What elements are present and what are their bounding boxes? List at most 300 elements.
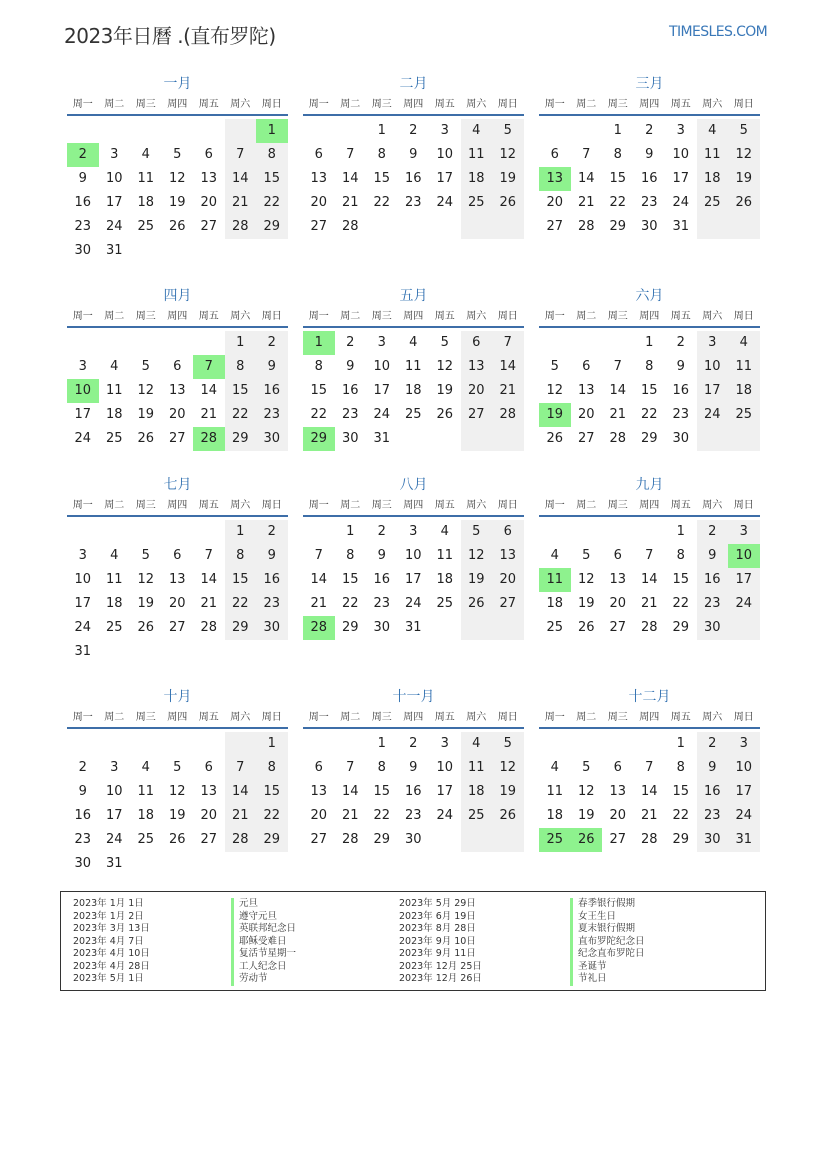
weekday-header: 周日 xyxy=(497,712,518,723)
weekday-header: 周一 xyxy=(308,500,329,511)
weekday-header: 周六 xyxy=(466,712,487,723)
day-cell: 29 xyxy=(672,832,690,847)
weekday-header: 周六 xyxy=(230,712,251,723)
day-cell: 8 xyxy=(377,147,386,162)
day-cell: 19 xyxy=(499,784,517,799)
day-cell: 4 xyxy=(409,335,418,350)
day-cell: 24 xyxy=(105,219,123,234)
day-cell: 28 xyxy=(640,832,658,847)
weekday-header: 周日 xyxy=(733,99,754,110)
day-cell: 10 xyxy=(373,359,391,374)
day-cell: 1 xyxy=(236,335,245,350)
weekday-header: 周三 xyxy=(607,99,628,110)
day-cell: 30 xyxy=(74,856,92,871)
day-cell: 27 xyxy=(200,219,218,234)
day-cell: 20 xyxy=(310,808,328,823)
month-title: 五月 xyxy=(399,288,428,304)
day-cell: 8 xyxy=(236,359,245,374)
legend-right-names xyxy=(570,898,645,986)
day-cell: 6 xyxy=(314,147,323,162)
header-rule xyxy=(303,326,524,328)
day-cell: 8 xyxy=(314,359,323,374)
weekday-header: 周二 xyxy=(104,712,125,723)
weekday-header: 周四 xyxy=(167,311,188,322)
day-cell: 8 xyxy=(613,147,622,162)
day-cell: 31 xyxy=(735,832,753,847)
holiday-day-cell: 1 xyxy=(303,331,335,355)
day-cell: 8 xyxy=(645,359,654,374)
day-cell: 25 xyxy=(436,596,454,611)
day-cell: 1 xyxy=(613,123,622,138)
day-cell: 23 xyxy=(74,832,92,847)
day-cell: 30 xyxy=(263,431,281,446)
day-cell: 27 xyxy=(168,431,186,446)
day-cell: 24 xyxy=(436,808,454,823)
legend-date: 2023年 4月 28日 xyxy=(73,960,150,972)
day-cell: 22 xyxy=(310,407,328,422)
day-cell: 7 xyxy=(503,335,512,350)
day-cell: 30 xyxy=(74,243,92,258)
day-cell: 11 xyxy=(703,147,721,162)
day-cell: 4 xyxy=(110,359,119,374)
day-cell: 26 xyxy=(137,620,155,635)
day-cell: 30 xyxy=(373,620,391,635)
day-cell: 15 xyxy=(373,171,391,186)
day-cell: 15 xyxy=(672,784,690,799)
day-cell: 22 xyxy=(263,195,281,210)
day-cell: 29 xyxy=(672,620,690,635)
day-cell: 26 xyxy=(546,431,564,446)
holiday-day-cell: 10 xyxy=(728,544,760,568)
header-rule xyxy=(303,114,524,116)
weekday-header: 周三 xyxy=(607,712,628,723)
day-cell: 19 xyxy=(168,195,186,210)
day-cell: 26 xyxy=(137,431,155,446)
weekday-header: 周六 xyxy=(702,712,723,723)
day-cell: 21 xyxy=(609,407,627,422)
weekday-header: 周五 xyxy=(434,712,455,723)
day-cell: 5 xyxy=(582,760,591,775)
holiday-day-cell: 11 xyxy=(539,568,571,592)
day-cell: 19 xyxy=(137,596,155,611)
day-cell: 12 xyxy=(577,572,595,587)
day-cell: 8 xyxy=(676,548,685,563)
day-cell: 16 xyxy=(263,383,281,398)
day-cell: 16 xyxy=(263,572,281,587)
day-cell: 26 xyxy=(499,808,517,823)
day-cell: 29 xyxy=(640,431,658,446)
day-cell: 17 xyxy=(373,383,391,398)
weekday-header: 周二 xyxy=(340,500,361,511)
day-cell: 25 xyxy=(467,808,485,823)
day-cell: 30 xyxy=(703,832,721,847)
day-cell: 14 xyxy=(200,572,218,587)
day-cell: 20 xyxy=(546,195,564,210)
weekday-header: 周四 xyxy=(403,712,424,723)
weekday-header: 周一 xyxy=(544,712,565,723)
legend-date: 2023年 6月 19日 xyxy=(399,910,476,922)
day-cell: 14 xyxy=(640,572,658,587)
day-cell: 31 xyxy=(404,620,422,635)
day-cell: 16 xyxy=(373,572,391,587)
day-cell: 13 xyxy=(200,784,218,799)
legend-holiday-name: 英联邦纪念日 xyxy=(231,923,296,936)
day-cell: 1 xyxy=(267,736,276,751)
day-cell: 25 xyxy=(735,407,753,422)
day-cell: 20 xyxy=(200,808,218,823)
page-title: 2023年日曆 .(直布罗陀) xyxy=(64,24,276,48)
weekday-header: 周二 xyxy=(104,311,125,322)
holiday-day-cell: 2 xyxy=(67,143,99,167)
day-cell: 16 xyxy=(404,171,422,186)
day-cell: 22 xyxy=(263,808,281,823)
weekday-header: 周日 xyxy=(733,311,754,322)
day-cell: 19 xyxy=(577,808,595,823)
day-cell: 2 xyxy=(267,524,276,539)
legend-date: 2023年 9月 10日 xyxy=(399,935,476,947)
day-cell: 3 xyxy=(739,524,748,539)
legend-date: 2023年 1月 1日 xyxy=(73,898,144,909)
day-cell: 19 xyxy=(137,407,155,422)
day-cell: 17 xyxy=(404,572,422,587)
day-cell: 15 xyxy=(609,171,627,186)
day-cell: 17 xyxy=(703,383,721,398)
day-cell: 3 xyxy=(440,123,449,138)
day-cell: 12 xyxy=(577,784,595,799)
day-cell: 9 xyxy=(267,548,276,563)
weekday-header: 周日 xyxy=(733,500,754,511)
day-cell: 18 xyxy=(137,808,155,823)
day-cell: 16 xyxy=(341,383,359,398)
weekday-header: 周五 xyxy=(434,99,455,110)
weekday-header: 周六 xyxy=(466,99,487,110)
weekday-header: 周一 xyxy=(544,311,565,322)
day-cell: 1 xyxy=(377,123,386,138)
day-cell: 15 xyxy=(310,383,328,398)
weekday-header: 周三 xyxy=(371,712,392,723)
legend-date: 2023年 12月 26日 xyxy=(399,973,482,984)
day-cell: 6 xyxy=(204,147,213,162)
day-cell: 16 xyxy=(640,171,658,186)
day-cell: 28 xyxy=(341,219,359,234)
day-cell: 10 xyxy=(672,147,690,162)
month-title: 十二月 xyxy=(628,689,671,705)
weekday-header: 周日 xyxy=(261,500,282,511)
day-cell: 3 xyxy=(409,524,418,539)
day-cell: 12 xyxy=(436,359,454,374)
day-cell: 24 xyxy=(672,195,690,210)
weekday-header: 周一 xyxy=(72,311,93,322)
legend-holiday-name: 女王生日 xyxy=(570,911,645,924)
day-cell: 19 xyxy=(735,171,753,186)
legend-date: 2023年 12月 25日 xyxy=(399,960,482,972)
day-cell: 24 xyxy=(404,596,422,611)
day-cell: 8 xyxy=(346,548,355,563)
day-cell: 6 xyxy=(173,548,182,563)
month-title: 四月 xyxy=(163,288,192,304)
day-cell: 20 xyxy=(467,383,485,398)
day-cell: 13 xyxy=(577,383,595,398)
day-cell: 7 xyxy=(236,760,245,775)
legend-date: 2023年 4月 10日 xyxy=(73,948,150,959)
legend-date: 2023年 3月 13日 xyxy=(73,923,150,934)
day-cell: 20 xyxy=(609,808,627,823)
legend-holiday-name: 复活节星期一 xyxy=(231,948,296,961)
day-cell: 30 xyxy=(672,431,690,446)
weekday-header: 周四 xyxy=(403,311,424,322)
day-cell: 8 xyxy=(377,760,386,775)
day-cell: 22 xyxy=(231,596,249,611)
day-cell: 5 xyxy=(739,123,748,138)
day-cell: 17 xyxy=(436,171,454,186)
day-cell: 17 xyxy=(436,784,454,799)
day-cell: 7 xyxy=(645,760,654,775)
weekday-header: 周六 xyxy=(702,99,723,110)
day-cell: 22 xyxy=(373,808,391,823)
day-cell: 9 xyxy=(409,147,418,162)
day-cell: 26 xyxy=(577,620,595,635)
day-cell: 23 xyxy=(672,407,690,422)
legend-holiday-name: 春季银行假期 xyxy=(570,898,645,911)
day-cell: 5 xyxy=(550,359,559,374)
weekday-header: 周一 xyxy=(72,99,93,110)
day-cell: 31 xyxy=(373,431,391,446)
day-cell: 16 xyxy=(703,572,721,587)
day-cell: 14 xyxy=(231,171,249,186)
weekday-header: 周六 xyxy=(230,99,251,110)
day-cell: 26 xyxy=(499,195,517,210)
day-cell: 13 xyxy=(168,572,186,587)
day-cell: 11 xyxy=(467,147,485,162)
day-cell: 15 xyxy=(672,572,690,587)
header-rule xyxy=(67,515,288,517)
day-cell: 9 xyxy=(409,760,418,775)
day-cell: 9 xyxy=(708,760,717,775)
day-cell: 18 xyxy=(105,596,123,611)
legend-left-dates xyxy=(73,898,150,986)
day-cell: 6 xyxy=(472,335,481,350)
day-cell: 7 xyxy=(314,548,323,563)
day-cell: 15 xyxy=(263,171,281,186)
weekday-header: 周四 xyxy=(403,99,424,110)
day-cell: 12 xyxy=(137,572,155,587)
day-cell: 19 xyxy=(436,383,454,398)
day-cell: 9 xyxy=(708,548,717,563)
day-cell: 10 xyxy=(404,548,422,563)
day-cell: 9 xyxy=(676,359,685,374)
header-rule xyxy=(67,114,288,116)
legend-holiday-name: 节礼日 xyxy=(570,973,645,986)
day-cell: 16 xyxy=(404,784,422,799)
day-cell: 2 xyxy=(267,335,276,350)
day-cell: 1 xyxy=(377,736,386,751)
day-cell: 27 xyxy=(577,431,595,446)
day-cell: 6 xyxy=(613,760,622,775)
day-cell: 2 xyxy=(78,760,87,775)
day-cell: 2 xyxy=(346,335,355,350)
weekday-header: 周六 xyxy=(702,311,723,322)
weekday-header: 周四 xyxy=(167,712,188,723)
day-cell: 9 xyxy=(78,784,87,799)
site-link[interactable]: TIMESLES.COM xyxy=(669,24,768,40)
day-cell: 28 xyxy=(231,832,249,847)
day-cell: 24 xyxy=(74,620,92,635)
day-cell: 11 xyxy=(546,784,564,799)
day-cell: 23 xyxy=(640,195,658,210)
day-cell: 18 xyxy=(105,407,123,422)
day-cell: 7 xyxy=(346,147,355,162)
day-cell: 1 xyxy=(236,524,245,539)
weekday-header: 周五 xyxy=(198,500,219,511)
day-cell: 22 xyxy=(231,407,249,422)
weekday-header: 周二 xyxy=(340,311,361,322)
day-cell: 2 xyxy=(676,335,685,350)
weekday-header: 周四 xyxy=(639,500,660,511)
day-cell: 21 xyxy=(200,596,218,611)
day-cell: 27 xyxy=(467,407,485,422)
day-cell: 22 xyxy=(609,195,627,210)
day-cell: 2 xyxy=(708,736,717,751)
day-cell: 18 xyxy=(404,383,422,398)
day-cell: 23 xyxy=(703,808,721,823)
day-cell: 4 xyxy=(141,760,150,775)
day-cell: 26 xyxy=(168,832,186,847)
legend-holiday-name: 元旦 xyxy=(231,898,296,911)
day-cell: 14 xyxy=(341,171,359,186)
weekday-header: 周日 xyxy=(261,99,282,110)
month-title: 六月 xyxy=(635,288,664,304)
day-cell: 24 xyxy=(735,808,753,823)
weekday-header: 周五 xyxy=(198,99,219,110)
day-cell: 7 xyxy=(236,147,245,162)
day-cell: 5 xyxy=(141,359,150,374)
day-cell: 21 xyxy=(640,808,658,823)
day-cell: 6 xyxy=(173,359,182,374)
weekday-header: 周三 xyxy=(371,500,392,511)
legend-date: 2023年 8月 28日 xyxy=(399,923,476,934)
weekday-header: 周六 xyxy=(466,311,487,322)
day-cell: 28 xyxy=(609,431,627,446)
weekday-header: 周五 xyxy=(434,311,455,322)
day-cell: 22 xyxy=(672,808,690,823)
day-cell: 18 xyxy=(703,171,721,186)
day-cell: 31 xyxy=(105,856,123,871)
day-cell: 8 xyxy=(267,760,276,775)
day-cell: 25 xyxy=(703,195,721,210)
day-cell: 4 xyxy=(472,736,481,751)
day-cell: 18 xyxy=(137,195,155,210)
day-cell: 5 xyxy=(440,335,449,350)
day-cell: 10 xyxy=(105,784,123,799)
day-cell: 18 xyxy=(436,572,454,587)
day-cell: 13 xyxy=(168,383,186,398)
day-cell: 11 xyxy=(105,383,123,398)
day-cell: 14 xyxy=(640,784,658,799)
weekday-header: 周三 xyxy=(607,500,628,511)
weekday-header: 周四 xyxy=(167,99,188,110)
day-cell: 19 xyxy=(499,171,517,186)
weekday-header: 周三 xyxy=(135,99,156,110)
legend-date: 2023年 9月 11日 xyxy=(399,948,476,959)
day-cell: 11 xyxy=(436,548,454,563)
day-cell: 20 xyxy=(168,407,186,422)
day-cell: 29 xyxy=(263,219,281,234)
day-cell: 17 xyxy=(74,596,92,611)
weekday-header: 周六 xyxy=(230,311,251,322)
legend-date: 2023年 5月 1日 xyxy=(73,973,144,984)
legend-date: 2023年 5月 29日 xyxy=(399,898,476,909)
day-cell: 19 xyxy=(577,596,595,611)
weekday-header: 周日 xyxy=(261,712,282,723)
day-cell: 22 xyxy=(341,596,359,611)
legend-holiday-name: 工人纪念日 xyxy=(231,961,296,974)
day-cell: 29 xyxy=(263,832,281,847)
day-cell: 25 xyxy=(404,407,422,422)
day-cell: 28 xyxy=(341,832,359,847)
day-cell: 14 xyxy=(609,383,627,398)
weekday-header: 周四 xyxy=(639,712,660,723)
day-cell: 4 xyxy=(550,760,559,775)
day-cell: 13 xyxy=(200,171,218,186)
header-rule xyxy=(303,727,524,729)
day-cell: 27 xyxy=(168,620,186,635)
weekday-header: 周一 xyxy=(308,712,329,723)
day-cell: 11 xyxy=(137,171,155,186)
weekday-header: 周一 xyxy=(308,311,329,322)
day-cell: 29 xyxy=(341,620,359,635)
holiday-day-cell: 7 xyxy=(193,355,225,379)
day-cell: 17 xyxy=(672,171,690,186)
day-cell: 5 xyxy=(582,548,591,563)
day-cell: 16 xyxy=(74,808,92,823)
day-cell: 17 xyxy=(735,784,753,799)
day-cell: 24 xyxy=(735,596,753,611)
day-cell: 13 xyxy=(499,548,517,563)
month-title: 二月 xyxy=(399,76,428,92)
day-cell: 4 xyxy=(440,524,449,539)
day-cell: 13 xyxy=(609,784,627,799)
legend-holiday-name: 劳动节 xyxy=(231,973,296,986)
day-cell: 29 xyxy=(373,832,391,847)
day-cell: 21 xyxy=(231,808,249,823)
day-cell: 27 xyxy=(200,832,218,847)
day-cell: 17 xyxy=(74,407,92,422)
day-cell: 4 xyxy=(739,335,748,350)
day-cell: 4 xyxy=(708,123,717,138)
day-cell: 13 xyxy=(609,572,627,587)
day-cell: 5 xyxy=(472,524,481,539)
legend-date: 2023年 1月 2日 xyxy=(73,910,144,922)
day-cell: 18 xyxy=(467,171,485,186)
holiday-day-cell: 13 xyxy=(539,167,571,191)
day-cell: 18 xyxy=(467,784,485,799)
day-cell: 24 xyxy=(74,431,92,446)
day-cell: 20 xyxy=(577,407,595,422)
day-cell: 3 xyxy=(78,359,87,374)
legend-right-dates xyxy=(399,898,482,986)
legend-left-names xyxy=(231,898,296,986)
day-cell: 28 xyxy=(200,620,218,635)
weekday-header: 周日 xyxy=(497,500,518,511)
day-cell: 26 xyxy=(168,219,186,234)
day-cell: 3 xyxy=(78,548,87,563)
day-cell: 12 xyxy=(467,548,485,563)
day-cell: 16 xyxy=(703,784,721,799)
weekday-header: 周六 xyxy=(466,500,487,511)
day-cell: 18 xyxy=(546,808,564,823)
month-title: 七月 xyxy=(163,477,192,493)
header-rule xyxy=(539,326,760,328)
